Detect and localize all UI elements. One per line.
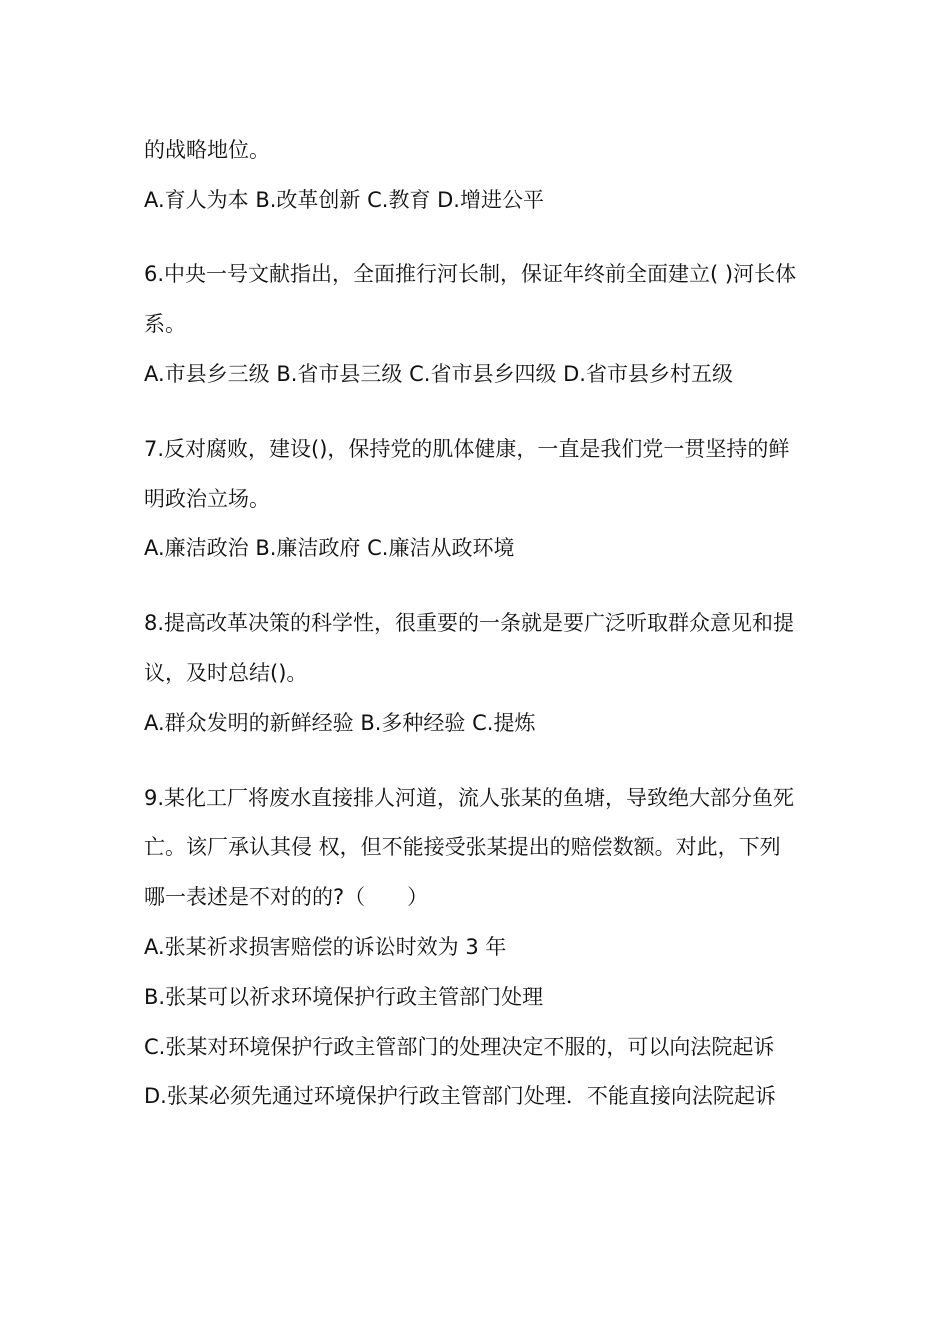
q9-stem-line3: 哪一表述是不对的的?（ ） xyxy=(144,885,429,909)
q9-option-a: A.张某祈求损害赔偿的诉讼时效为 3 年 xyxy=(144,935,507,959)
q8-stem-line1: 8.提高改革决策的科学性，很重要的一条就是要广泛听取群众意见和提 xyxy=(144,611,795,635)
q5-stem-tail: 的战略地位。 xyxy=(144,138,270,162)
q8-stem-line2: 议，及时总结()。 xyxy=(144,661,308,685)
q7-options: A.廉洁政治 B.廉洁政府 C.廉洁从政环境 xyxy=(144,536,515,560)
q5-options: A.育人为本 B.改革创新 C.教育 D.增进公平 xyxy=(144,188,544,212)
q8-options: A.群众发明的新鲜经验 B.多种经验 C.提炼 xyxy=(144,711,536,735)
q6-stem-line2: 系。 xyxy=(144,312,186,336)
q7-stem-line1: 7.反对腐败，建设()，保持党的肌体健康，一直是我们党一贯坚持的鲜 xyxy=(144,437,790,461)
q9-option-c: C.张某对环境保护行政主管部门的处理决定不服的，可以向法院起诉 xyxy=(144,1035,775,1059)
q6-stem-line1: 6.中央一号文献指出，全面推行河长制，保证年终前全面建立( )河长体 xyxy=(144,262,797,286)
q7-stem-line2: 明政治立场。 xyxy=(144,487,270,511)
q6-options: A.市县乡三级 B.省市县三级 C.省市县乡四级 D.省市县乡村五级 xyxy=(144,362,733,386)
q9-stem-line2: 亡。该厂承认其侵 权，但不能接受张某提出的赔偿数额。对此，下列 xyxy=(144,835,781,859)
q9-stem-line1: 9.某化工厂将废水直接排人河道，流人张某的鱼塘，导致绝大部分鱼死 xyxy=(144,786,795,810)
q9-option-d: D.张某必须先通过环境保护行政主管部门处理．不能直接向法院起诉 xyxy=(144,1084,776,1108)
q9-option-b: B.张某可以祈求环境保护行政主管部门处理 xyxy=(144,985,544,1009)
